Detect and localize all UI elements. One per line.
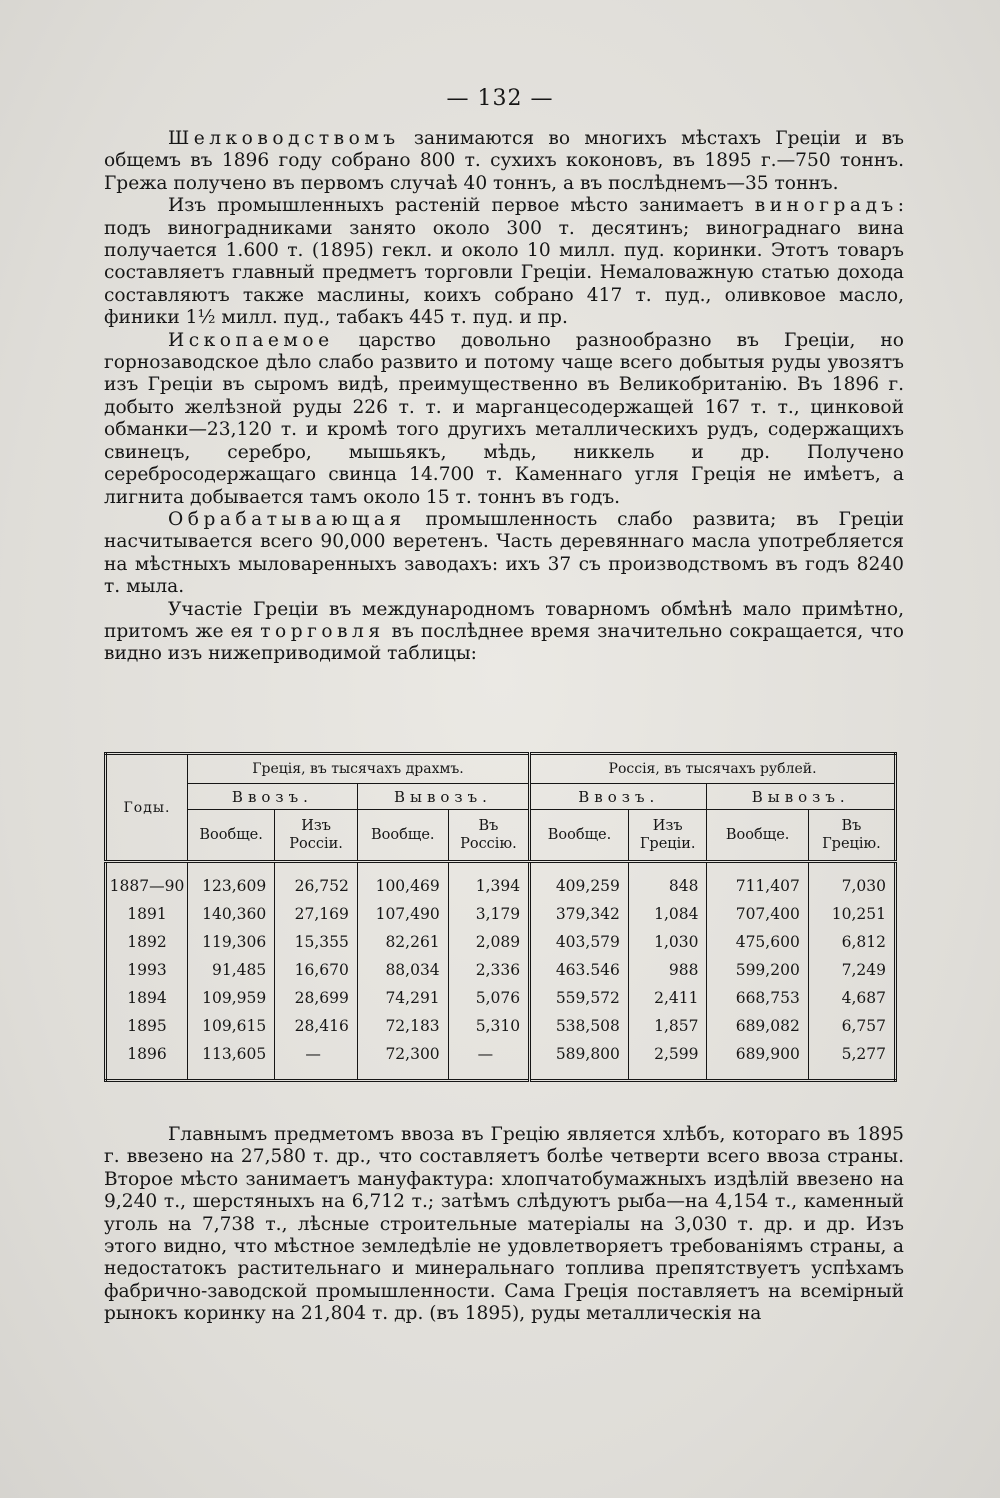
value-cell: —: [275, 1040, 358, 1081]
paragraph-text: царство довольно разнообразно въ Греціи, но горнозаводское дѣло слабо развито и потому чаще всего добытыя руды увозятъ изъ Греціи въ сыромъ видѣ, преимущественно въ Великобританію. Въ 1896 г. добыто желѣзной руды 226 т. т. и марганцесодержащей 167 т. т., цинковой обманки—23,120 т. и кромѣ того другихъ металлическихъ рудъ, содержащихъ свинецъ, серебро, мышьякъ, мѣдь, никкель и др. Получено серебросодержащаго свинца 14.700 т. Каменнаго угля Греція не имѣетъ, а лигнита добывается тамъ около 15 т. тоннъ въ годъ.: [104, 329, 904, 508]
value-cell: 409,259: [530, 862, 629, 901]
value-cell: 113,605: [187, 1040, 274, 1081]
text-block-bottom: [104, 1124, 904, 1326]
paragraph-text: : подъ виноградниками занято около 300 т. десятинъ; винограднаго вина получается 1.600 т. (1895) гекл. и около 10 милл. пуд. коринки. Этотъ товаръ составляетъ главный предметъ торговли Греціи. Немаловажную статью дохода составляютъ также маслины, коихъ собрано 417 т. пуд., оливковое масло, финики 1½ милл. пуд., табакъ 445 т. пуд. и пр.: [104, 195, 904, 329]
value-cell: 82,261: [357, 928, 448, 956]
value-cell: 559,572: [530, 984, 629, 1012]
paragraph-text: занимаются во многихъ мѣстахъ Греціи и въ общемъ въ 1896 году собрано 800 т. сухихъ коконовъ, въ 1895 г.—750 тоннъ. Грежа получено въ первомъ случаѣ 40 тоннъ, а въ послѣднемъ—35 тоннъ.: [104, 128, 904, 194]
value-cell: 711,407: [707, 862, 808, 901]
greece-header: Греція, въ тысячахъ драхмъ.: [187, 754, 529, 784]
table-row: [106, 928, 896, 956]
value-cell: 72,300: [357, 1040, 448, 1081]
value-cell: 100,469: [357, 862, 448, 901]
col-total-header: Вообще.: [530, 810, 629, 862]
value-cell: 988: [628, 956, 707, 984]
col-from-greece-header: Изъ Греціи.: [628, 810, 707, 862]
table-row: [106, 956, 896, 984]
spaced-term: Ископаемое: [168, 329, 334, 351]
russia-import-header: Ввозъ.: [530, 784, 707, 810]
year-cell: 1892: [106, 928, 188, 956]
col-to-russia-header: Въ Россію.: [448, 810, 529, 862]
value-cell: 1,084: [628, 900, 707, 928]
value-cell: 2,411: [628, 984, 707, 1012]
value-cell: 1,030: [628, 928, 707, 956]
value-cell: 5,076: [448, 984, 529, 1012]
value-cell: 599,200: [707, 956, 808, 984]
paragraph-text: въ послѣднее время значительно сокращается, что видно изъ нижеприводимой таблицы:: [104, 620, 904, 665]
value-cell: 4,687: [808, 984, 895, 1012]
spaced-term: виноградъ: [754, 195, 898, 217]
value-cell: 28,416: [275, 1012, 358, 1040]
value-cell: 848: [628, 862, 707, 901]
greece-import-header: Ввозъ.: [187, 784, 357, 810]
value-cell: 707,400: [707, 900, 808, 928]
value-cell: 1,857: [628, 1012, 707, 1040]
value-cell: 16,670: [275, 956, 358, 984]
spaced-term: торговля: [260, 620, 385, 642]
table-row: [106, 984, 896, 1012]
paragraph-industry: [104, 509, 904, 599]
years-header: Годы.: [106, 754, 188, 862]
table-row: [106, 900, 896, 928]
paragraph-text: промышленность слабо развита; въ Греціи насчитывается всего 90,000 веретенъ. Часть деревяннаго масла употребляется на мѣстныхъ мыловаренныхъ заводахъ: ихъ 37 съ производствомъ въ годъ 8240 т. мыла.: [104, 508, 904, 598]
paragraph-silk: [104, 128, 904, 195]
value-cell: 589,800: [530, 1040, 629, 1081]
value-cell: 7,030: [808, 862, 895, 901]
year-cell: 1895: [106, 1012, 188, 1040]
value-cell: 26,752: [275, 862, 358, 901]
paragraph-minerals: [104, 330, 904, 509]
col-total-header: Вообще.: [357, 810, 448, 862]
year-cell: 1896: [106, 1040, 188, 1081]
value-cell: 5,277: [808, 1040, 895, 1081]
value-cell: 379,342: [530, 900, 629, 928]
page-number: — 132 —: [446, 86, 554, 111]
value-cell: 538,508: [530, 1012, 629, 1040]
table-row: [106, 1040, 896, 1081]
value-cell: 7,249: [808, 956, 895, 984]
value-cell: 668,753: [707, 984, 808, 1012]
text-block-top: [104, 128, 904, 666]
value-cell: 10,251: [808, 900, 895, 928]
value-cell: 2,089: [448, 928, 529, 956]
paragraph-text: Участіе Греціи въ международномъ товарномъ обмѣнѣ мало примѣтно, притомъ же ея: [104, 598, 904, 642]
value-cell: 6,757: [808, 1012, 895, 1040]
value-cell: 463.546: [530, 956, 629, 984]
value-cell: 27,169: [275, 900, 358, 928]
value-cell: 140,360: [187, 900, 274, 928]
trade-table: [104, 752, 897, 1082]
greece-export-header: Вывозъ.: [357, 784, 529, 810]
value-cell: 475,600: [707, 928, 808, 956]
table-row: [106, 1012, 896, 1040]
value-cell: 689,082: [707, 1012, 808, 1040]
paragraph-imports: Главнымъ предметомъ ввоза въ Грецію является хлѣбъ, котораго въ 1895 г. ввезено на 27,580 т. др., что составляетъ болѣе четверти всего ввоза страны. Второе мѣсто занимаетъ мануфактура: хлопчатобумажныхъ издѣлій ввезено на 9,240 т., шерстяныхъ на 6,712 т.; затѣмъ слѣдуютъ рыба—на 4,154 т., каменный уголь на 7,738 т., лѣсные строительные матеріалы на 3,030 т. др. и др. Изъ этого видно, что мѣстное земледѣліе не удовлетворяетъ требованіямъ страны, а недостатокъ растительнаго и минеральнаго топлива препятствуетъ успѣхамъ фабрично-заводской промышленности. Сама Греція поставляетъ на всемірный рынокъ коринку на 21,804 т. др. (въ 1895), руды металлическія на: [104, 1124, 904, 1325]
value-cell: 109,615: [187, 1012, 274, 1040]
paragraph-trade: [104, 599, 904, 666]
value-cell: 3,179: [448, 900, 529, 928]
value-cell: 1,394: [448, 862, 529, 901]
value-cell: 74,291: [357, 984, 448, 1012]
spaced-term: Шелководствомъ: [168, 128, 400, 149]
value-cell: 6,812: [808, 928, 895, 956]
value-cell: 15,355: [275, 928, 358, 956]
value-cell: 123,609: [187, 862, 274, 901]
col-total-header: Вообще.: [187, 810, 274, 862]
spaced-term: Обрабатывающая: [168, 508, 406, 530]
value-cell: 119,306: [187, 928, 274, 956]
paragraph-plants: [104, 195, 904, 329]
value-cell: 2,599: [628, 1040, 707, 1081]
value-cell: —: [448, 1040, 529, 1081]
value-cell: 72,183: [357, 1012, 448, 1040]
year-cell: 1887—90: [106, 862, 188, 901]
value-cell: 403,579: [530, 928, 629, 956]
value-cell: 109,959: [187, 984, 274, 1012]
russia-export-header: Вывозъ.: [707, 784, 896, 810]
col-from-russia-header: Изъ Россіи.: [275, 810, 358, 862]
col-total-header: Вообще.: [707, 810, 808, 862]
year-cell: 1993: [106, 956, 188, 984]
paragraph-text: Изъ промышленныхъ растеній первое мѣсто занимаетъ: [168, 195, 755, 217]
table-row: [106, 862, 896, 901]
value-cell: 88,034: [357, 956, 448, 984]
value-cell: 107,490: [357, 900, 448, 928]
value-cell: 28,699: [275, 984, 358, 1012]
value-cell: 91,485: [187, 956, 274, 984]
value-cell: 5,310: [448, 1012, 529, 1040]
value-cell: 689,900: [707, 1040, 808, 1081]
year-cell: 1891: [106, 900, 188, 928]
col-to-greece-header: Въ Грецію.: [808, 810, 895, 862]
year-cell: 1894: [106, 984, 188, 1012]
russia-header: Россія, въ тысячахъ рублей.: [530, 754, 896, 784]
value-cell: 2,336: [448, 956, 529, 984]
